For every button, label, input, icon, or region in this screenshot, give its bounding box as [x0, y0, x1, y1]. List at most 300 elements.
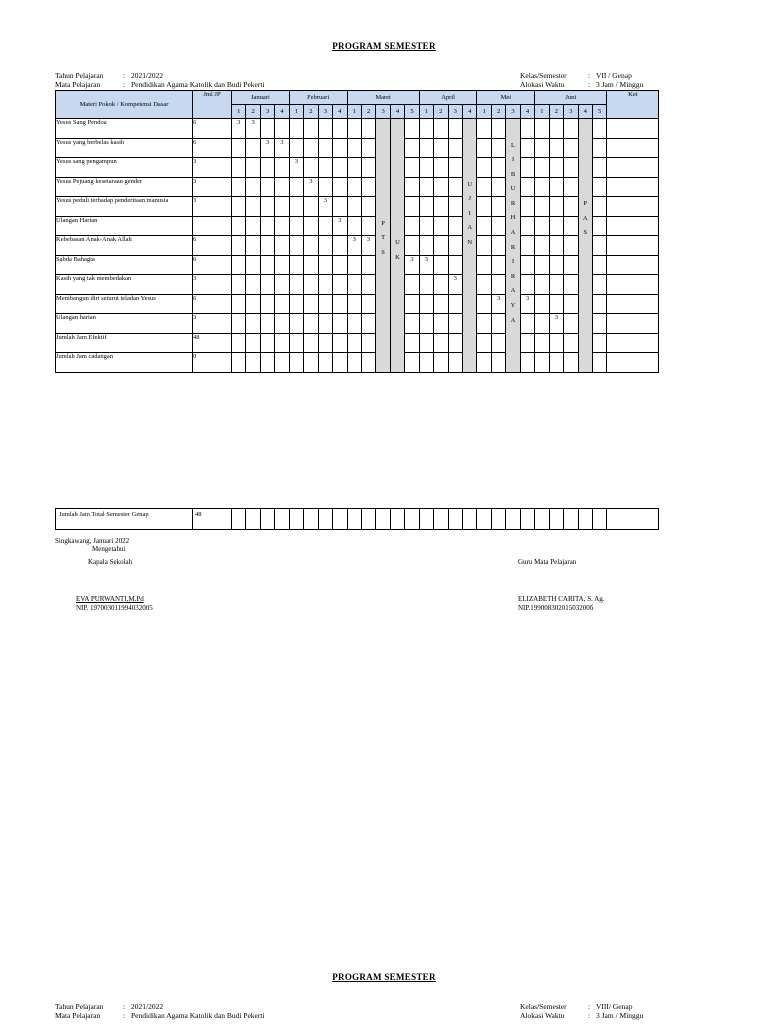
week-cell [535, 333, 549, 353]
week-cell [333, 333, 347, 353]
week-cell [333, 255, 347, 275]
week-cell [275, 333, 289, 353]
week-cell [434, 275, 448, 295]
week-cell [275, 314, 289, 334]
week-cell [260, 119, 274, 139]
week-cell [361, 158, 375, 178]
header-week: 4 [578, 105, 592, 119]
table-row [56, 177, 659, 197]
week-cell [304, 275, 318, 295]
week-cell [592, 158, 606, 178]
materi-cell: Yesus sang pengampun [56, 158, 193, 178]
vertical-letter: P [381, 219, 385, 227]
week-cell [260, 197, 274, 217]
total-week-cell [246, 509, 260, 530]
header-month: Februari [289, 91, 347, 105]
total-jp: 48 [193, 509, 232, 530]
week-cell [232, 294, 246, 314]
week-cell [361, 353, 375, 373]
week-cell [260, 255, 274, 275]
ket-cell [607, 294, 659, 314]
week-cell [405, 314, 419, 334]
jp-cell: 6 [193, 119, 232, 139]
week-cell [564, 177, 578, 197]
table-row [56, 275, 659, 295]
week-cell [477, 236, 491, 256]
vertical-letter: S [583, 229, 588, 237]
week-cell [405, 275, 419, 295]
week-cell [304, 216, 318, 236]
week-cell [275, 255, 289, 275]
week-cell [304, 333, 318, 353]
week-cell [520, 138, 534, 158]
total-week-cell [304, 509, 318, 530]
week-cell [405, 119, 419, 139]
materi-cell: Yesus Pejuang kesetaraan gender [56, 177, 193, 197]
week-cell [333, 158, 347, 178]
week-cell [448, 158, 462, 178]
week-cell [434, 333, 448, 353]
vertical-letter: L [511, 141, 516, 149]
header-week: 1 [477, 105, 491, 119]
week-cell [318, 119, 332, 139]
week-cell [434, 255, 448, 275]
week-cell: 3 [419, 255, 433, 275]
header-week: 2 [491, 105, 505, 119]
ket-cell [607, 119, 659, 139]
materi-cell: Yesus yang berbelas kasih [56, 138, 193, 158]
total-week-cell [549, 509, 563, 530]
table-row [56, 255, 659, 275]
header-week: 2 [304, 105, 318, 119]
total-week-cell [333, 509, 347, 530]
total-week-cell [592, 509, 606, 530]
week-cell [246, 255, 260, 275]
week-cell [434, 138, 448, 158]
mengetahui-label: Mengetahui [92, 545, 126, 553]
week-cell [347, 353, 361, 373]
week-cell [246, 333, 260, 353]
week-cell [535, 158, 549, 178]
total-week-cell [405, 509, 419, 530]
week-cell [491, 255, 505, 275]
week-cell [434, 197, 448, 217]
vertical-label-pts [376, 119, 390, 373]
week-cell [246, 353, 260, 373]
week-cell [535, 138, 549, 158]
total-week-cell [434, 509, 448, 530]
week-cell [361, 216, 375, 236]
week-cell [289, 314, 303, 334]
table-row [56, 353, 659, 373]
total-week-cell [390, 509, 404, 530]
week-cell [289, 119, 303, 139]
week-cell [491, 119, 505, 139]
week-cell [434, 158, 448, 178]
week-cell [347, 314, 361, 334]
week-cell [419, 216, 433, 236]
week-cell [361, 314, 375, 334]
week-cell [520, 158, 534, 178]
week-cell [318, 275, 332, 295]
week-cell [347, 138, 361, 158]
header-week: 1 [535, 105, 549, 119]
week-cell [304, 197, 318, 217]
week-cell [434, 294, 448, 314]
table-row [56, 294, 659, 314]
week-cell [535, 197, 549, 217]
week-cell [448, 138, 462, 158]
week-cell [520, 216, 534, 236]
week-cell [448, 177, 462, 197]
vertical-letter: A [510, 229, 516, 237]
ket-cell [607, 177, 659, 197]
week-cell [419, 158, 433, 178]
week-cell [564, 197, 578, 217]
vertical-letter: B [510, 170, 516, 178]
week-cell [246, 294, 260, 314]
week-cell [549, 236, 563, 256]
week-cell [347, 177, 361, 197]
week-cell [448, 314, 462, 334]
week-cell [491, 197, 505, 217]
table-row [56, 216, 659, 236]
week-cell [434, 236, 448, 256]
week-cell [361, 294, 375, 314]
jp-cell: 6 [193, 138, 232, 158]
week-cell [347, 333, 361, 353]
week-cell [419, 353, 433, 373]
week-cell [520, 314, 534, 334]
week-cell [361, 138, 375, 158]
vertical-letter: I [468, 209, 471, 217]
week-cell [564, 119, 578, 139]
week-cell [289, 236, 303, 256]
week-cell [477, 294, 491, 314]
guru-nip: NIP.19900830201503200б [518, 604, 594, 612]
week-cell [232, 353, 246, 373]
week-cell [347, 255, 361, 275]
jp-cell: 6 [193, 236, 232, 256]
total-week-cell [491, 509, 505, 530]
week-cell [491, 216, 505, 236]
week-cell [361, 197, 375, 217]
materi-cell: Kasih yang tak membedakan [56, 275, 193, 295]
week-cell [549, 294, 563, 314]
week-cell [477, 255, 491, 275]
week-cell [318, 216, 332, 236]
week-cell [491, 138, 505, 158]
week-cell [477, 177, 491, 197]
week-cell [419, 294, 433, 314]
week-cell [448, 294, 462, 314]
vertical-letter: R [510, 272, 516, 280]
week-cell [520, 177, 534, 197]
week-cell: 3 [405, 255, 419, 275]
week-cell [549, 138, 563, 158]
week-cell [564, 353, 578, 373]
week-cell [477, 138, 491, 158]
week-cell [361, 333, 375, 353]
week-cell [491, 236, 505, 256]
vertical-label-uk [390, 119, 404, 373]
week-cell [333, 119, 347, 139]
total-week-cell [506, 509, 520, 530]
week-cell [434, 119, 448, 139]
week-cell [419, 119, 433, 139]
place-date: Singkawang, Januari 2022 [55, 537, 130, 545]
week-cell [434, 216, 448, 236]
week-cell: 3 [289, 158, 303, 178]
week-cell [246, 158, 260, 178]
total-week-cell [419, 509, 433, 530]
header-month: Juni [535, 91, 607, 105]
week-cell [549, 197, 563, 217]
week-cell [333, 275, 347, 295]
materi-cell: Sabda Bahagia [56, 255, 193, 275]
total-week-cell [289, 509, 303, 530]
week-cell [592, 177, 606, 197]
header-week: 5 [592, 105, 606, 119]
total-week-cell [275, 509, 289, 530]
header-week: 4 [463, 105, 477, 119]
week-cell [592, 294, 606, 314]
week-cell [477, 158, 491, 178]
week-cell [318, 138, 332, 158]
week-cell [232, 275, 246, 295]
week-cell [448, 236, 462, 256]
week-cell [333, 353, 347, 373]
week-cell [535, 236, 549, 256]
total-week-cell [477, 509, 491, 530]
jp-cell: 3 [193, 314, 232, 334]
week-cell [419, 197, 433, 217]
page2-title: PROGRAM SEMESTER [332, 972, 436, 982]
jp-cell: 3 [193, 275, 232, 295]
total-table [55, 508, 659, 530]
meta-right: Kelas/Semester : VII / Genap Alokasi Waktu : 3 Jam / Minggu [520, 71, 644, 89]
week-cell: 3 [549, 314, 563, 334]
table-row [56, 138, 659, 158]
week-cell [491, 158, 505, 178]
week-cell [564, 314, 578, 334]
header-week: 3 [506, 105, 520, 119]
jp-cell: 3 [193, 197, 232, 217]
jp-cell: 6 [193, 294, 232, 314]
header-week: 1 [232, 105, 246, 119]
materi-cell: Jumlah Jam cadangan [56, 353, 193, 373]
ket-cell [607, 275, 659, 295]
week-cell [318, 177, 332, 197]
week-cell [318, 294, 332, 314]
week-cell [477, 314, 491, 334]
jp-cell: 48 [193, 333, 232, 353]
total-week-cell [260, 509, 274, 530]
week-cell [333, 138, 347, 158]
week-cell [448, 119, 462, 139]
week-cell [232, 216, 246, 236]
header-week: 3 [448, 105, 462, 119]
week-cell [564, 294, 578, 314]
week-cell [592, 333, 606, 353]
meta-left: Tahun Pelajaran : 2021/2022 Mata Pelajaran : Pendidikan Agama Katolik dan Budi Pekerti [55, 71, 265, 89]
week-cell [434, 177, 448, 197]
week-cell [333, 314, 347, 334]
week-cell [289, 294, 303, 314]
week-cell: 3 [304, 177, 318, 197]
header-week: 1 [419, 105, 433, 119]
week-cell [333, 197, 347, 217]
header-jml-jp: Jml JP [193, 91, 232, 119]
ket-cell [607, 236, 659, 256]
total-week-cell [463, 509, 477, 530]
week-cell [549, 333, 563, 353]
week-cell [333, 294, 347, 314]
vertical-letter: U [467, 180, 473, 188]
vertical-letter: A [582, 214, 588, 222]
ket-cell [607, 197, 659, 217]
week-cell [361, 275, 375, 295]
week-cell [232, 236, 246, 256]
week-cell [405, 158, 419, 178]
ket-cell [607, 138, 659, 158]
week-cell [347, 197, 361, 217]
week-cell [289, 177, 303, 197]
week-cell [275, 353, 289, 373]
week-cell [477, 353, 491, 373]
week-cell [289, 197, 303, 217]
schedule-table [55, 90, 659, 373]
header-week: 1 [347, 105, 361, 119]
week-cell [246, 177, 260, 197]
week-cell [520, 197, 534, 217]
materi-cell: Ulangan harian [56, 314, 193, 334]
total-week-cell [361, 509, 375, 530]
week-cell [405, 138, 419, 158]
week-cell [549, 119, 563, 139]
ket-cell [607, 158, 659, 178]
jp-cell: 3 [193, 158, 232, 178]
total-week-cell [347, 509, 361, 530]
week-cell [260, 314, 274, 334]
week-cell [549, 158, 563, 178]
week-cell [275, 216, 289, 236]
week-cell [333, 177, 347, 197]
week-cell [405, 294, 419, 314]
week-cell [477, 275, 491, 295]
week-cell [246, 216, 260, 236]
week-cell [419, 333, 433, 353]
week-cell: 3 [275, 138, 289, 158]
week-cell: 3 [491, 294, 505, 314]
week-cell [333, 236, 347, 256]
week-cell [491, 177, 505, 197]
header-week: 3 [376, 105, 390, 119]
page2-meta-right: Kelas/Semester : VIII/ Genap Alokasi Waktu : 3 Jam / Minggu [520, 1002, 644, 1020]
week-cell [520, 353, 534, 373]
header-week: 2 [434, 105, 448, 119]
week-cell [275, 177, 289, 197]
week-cell [592, 314, 606, 334]
week-cell [275, 275, 289, 295]
week-cell [535, 255, 549, 275]
week-cell [246, 314, 260, 334]
week-cell [549, 275, 563, 295]
week-cell [304, 138, 318, 158]
week-cell [592, 275, 606, 295]
kepala-name: EVA PURWANTI,M.Pd [76, 595, 144, 603]
header-month: Januari [232, 91, 290, 105]
week-cell [564, 255, 578, 275]
vertical-letter: A [510, 287, 516, 295]
vertical-letter: A [467, 224, 473, 232]
week-cell [289, 255, 303, 275]
total-materi: Jumlah Jam Total Semester Genap [56, 509, 193, 530]
week-cell: 3 [361, 236, 375, 256]
vertical-letter: U [510, 185, 516, 193]
week-cell [405, 353, 419, 373]
jp-cell: 6 [193, 255, 232, 275]
week-cell [405, 177, 419, 197]
header-week: 4 [390, 105, 404, 119]
vertical-label-ujian [463, 119, 477, 373]
week-cell [246, 138, 260, 158]
table-row [56, 314, 659, 334]
week-cell: 3 [520, 294, 534, 314]
week-cell [304, 294, 318, 314]
guru-name: ELIZABETH CARITA, S. Ag. [518, 595, 605, 603]
materi-cell: Membangun diri seturut teladan Yesus [56, 294, 193, 314]
week-cell [347, 275, 361, 295]
week-cell [232, 138, 246, 158]
jp-cell [193, 216, 232, 236]
guru-label: Guru Mata Pelajaran [518, 558, 577, 566]
week-cell [232, 177, 246, 197]
materi-cell: Yesus Sang Pendoa [56, 119, 193, 139]
table-row [56, 158, 659, 178]
vertical-letter: P [583, 200, 588, 207]
week-cell [419, 275, 433, 295]
week-cell [361, 119, 375, 139]
vertical-letter: K [395, 253, 400, 261]
week-cell [347, 294, 361, 314]
week-cell [318, 236, 332, 256]
week-cell [564, 333, 578, 353]
week-cell [491, 333, 505, 353]
week-cell [275, 294, 289, 314]
week-cell [260, 353, 274, 373]
week-cell [564, 216, 578, 236]
week-cell [419, 138, 433, 158]
week-cell [260, 294, 274, 314]
week-cell [260, 275, 274, 295]
week-cell [318, 314, 332, 334]
vertical-letter: I [511, 156, 515, 164]
week-cell: 3 [318, 197, 332, 217]
vertical-label-pas [578, 119, 592, 373]
total-week-cell [520, 509, 534, 530]
header-week: 3 [260, 105, 274, 119]
total-week-cell [376, 509, 390, 530]
materi-cell: Jumlah Jam Efektif [56, 333, 193, 353]
total-week-cell [535, 509, 549, 530]
vertical-letter: N [467, 238, 473, 246]
week-cell [405, 333, 419, 353]
week-cell [405, 216, 419, 236]
week-cell [549, 216, 563, 236]
week-cell [520, 275, 534, 295]
ket-cell [607, 216, 659, 236]
